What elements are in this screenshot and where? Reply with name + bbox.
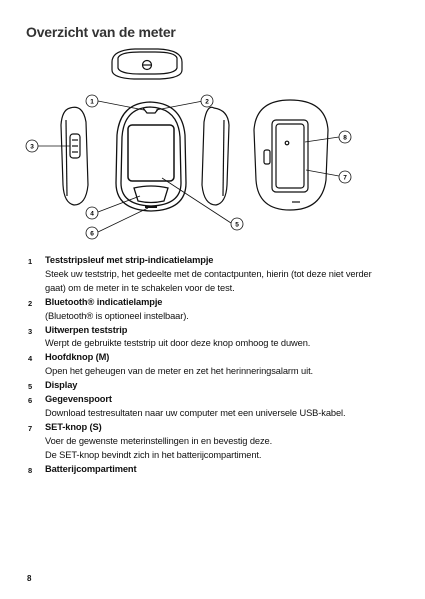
item-number: 8	[28, 465, 33, 475]
page-number: 8	[27, 574, 32, 583]
item-heading: SET-knop (S)	[45, 421, 102, 432]
item-description: Open het geheugen van de meter en zet het herinneringsalarm uit.	[45, 366, 314, 377]
item-number: 7	[28, 423, 33, 433]
callout-4: 4	[90, 210, 94, 218]
item-number: 3	[28, 326, 33, 336]
item-number: 2	[28, 298, 33, 308]
item-heading: Bluetooth® indicatielampje	[45, 296, 163, 307]
item-number: 6	[28, 396, 33, 406]
component-list	[28, 254, 408, 477]
item-number: 1	[28, 257, 33, 266]
item-heading: Batterijcompartiment	[45, 463, 137, 474]
callout-8: 8	[343, 134, 347, 142]
item-description: (Bluetooth® is optioneel instelbaar).	[45, 310, 189, 321]
item-description: Voer de gewenste meterinstellingen in en bevestig deze.	[45, 435, 273, 446]
item-heading: Gegevenspoort	[45, 394, 112, 405]
list-item	[28, 296, 408, 324]
meter-front-view	[116, 102, 186, 211]
list-item	[28, 254, 408, 296]
meter-left-side-view	[61, 107, 88, 205]
meter-illustration	[0, 0, 425, 250]
list-item	[28, 421, 408, 463]
item-description: Download testresultaten naar uw computer met een universele USB-kabel.	[45, 407, 346, 418]
item-description: Steek uw teststrip, het gedeelte met de contactpunten, hierin (tot deze niet verder	[45, 268, 372, 279]
callout-5: 5	[235, 221, 239, 229]
list-item	[28, 379, 408, 393]
list-item	[28, 351, 408, 379]
callout-badges	[26, 95, 351, 239]
meter-top-view	[112, 49, 182, 79]
callout-3: 3	[30, 143, 34, 151]
item-heading: Uitwerpen teststrip	[45, 324, 128, 335]
item-number: 5	[28, 382, 33, 392]
item-heading: Display	[45, 380, 78, 391]
callout-lines	[38, 98, 339, 232]
callout-7: 7	[343, 174, 347, 182]
list-item	[28, 324, 408, 352]
item-number: 4	[28, 354, 33, 364]
list-item	[28, 393, 408, 421]
callout-2: 2	[205, 98, 209, 106]
page-title: Overzicht van de meter	[26, 24, 176, 40]
item-description: De SET-knop bevindt zich in het batterijcompartiment.	[45, 449, 262, 460]
callout-6: 6	[90, 230, 94, 238]
item-heading: Hoofdknop (M)	[45, 352, 110, 363]
item-description: gaat) om de meter in te schakelen voor de test.	[45, 282, 235, 293]
meter-back-view	[254, 100, 328, 210]
callout-1: 1	[90, 98, 94, 106]
item-heading: Teststripsleuf met strip-indicatielampje	[45, 255, 214, 265]
item-description: Werpt de gebruikte teststrip uit door deze knop omhoog te duwen.	[45, 338, 311, 349]
list-item	[28, 463, 408, 477]
meter-right-side-view	[202, 107, 229, 205]
